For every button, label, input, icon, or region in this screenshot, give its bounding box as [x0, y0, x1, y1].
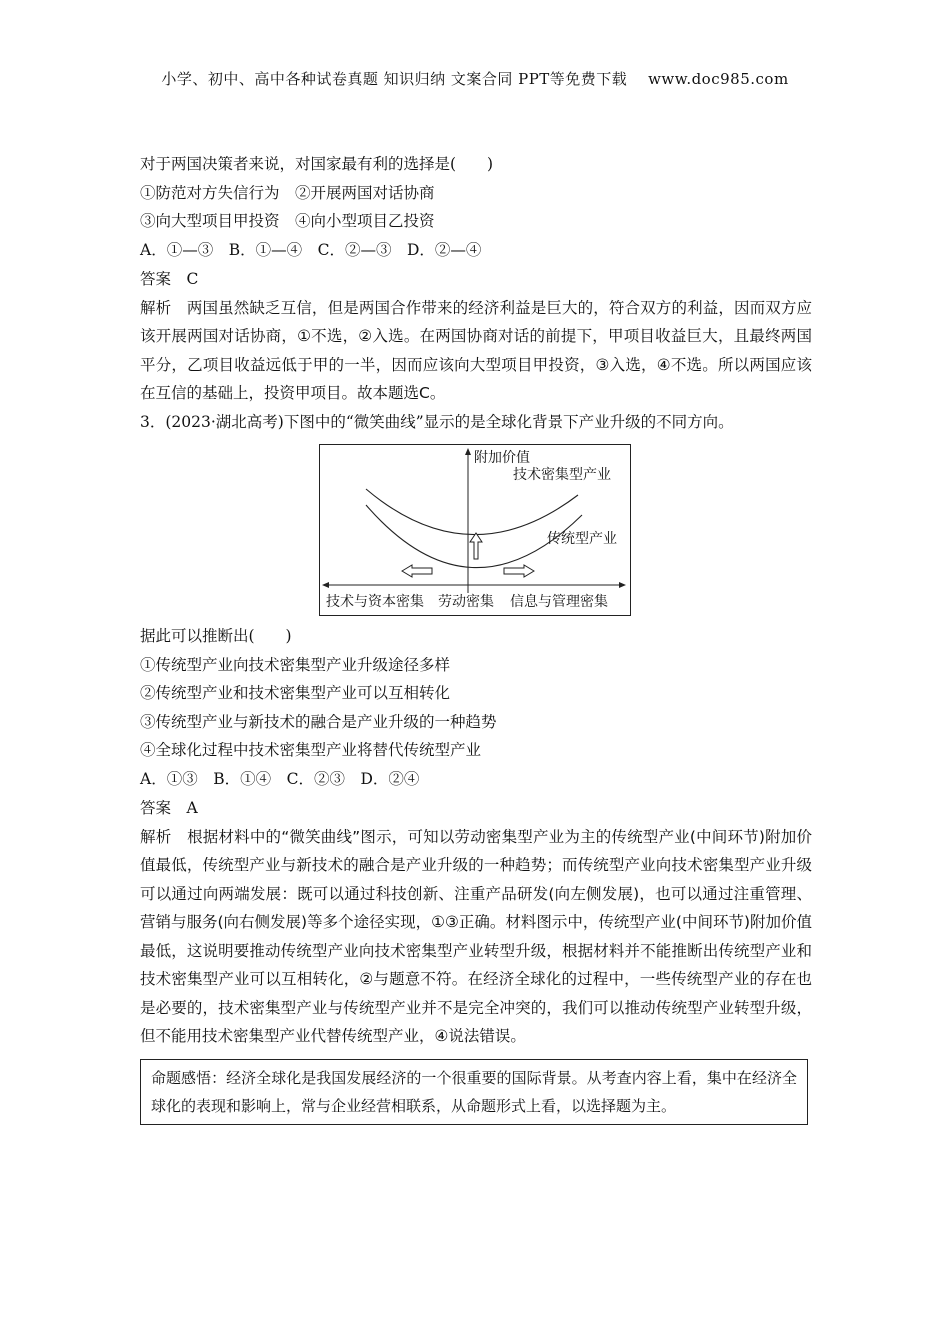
x-label-mid: 劳动密集	[438, 594, 494, 610]
curve-bottom-label: 传统型产业	[547, 531, 617, 547]
curve-top-label: 技术密集型产业	[513, 467, 611, 483]
q3-statement-1: ①传统型产业向技术密集型产业升级途径多样	[140, 655, 451, 674]
q3-choices: A．①③ B．①④ C．②③ D．②④	[140, 769, 420, 788]
curve-technology-intensive	[366, 489, 578, 535]
document-body	[140, 150, 812, 1125]
x-axis-left-arrow	[322, 582, 329, 588]
q3-answer: 答案 A	[140, 799, 198, 817]
q2-options-2: ③向大型项目甲投资 ④向小型项目乙投资	[140, 212, 435, 230]
q3-statement-4: ④全球化过程中技术密集型产业将替代传统型产业	[140, 741, 482, 759]
q3-stem: 3．(2023·湖北高考)下图中的“微笑曲线”显示的是全球化背景下产业升级的不同方向。	[140, 412, 734, 431]
y-axis-arrow	[465, 448, 471, 455]
right-arrow-icon	[504, 565, 534, 577]
x-label-right: 信息与管理密集	[510, 594, 608, 610]
q2-answer: 答案 C	[140, 270, 199, 288]
insight-box: 命题感悟：经济全球化是我国发展经济的一个很重要的国际背景。从考查内容上看，集中在经济全球化的表现和影响上，常与企业经营相联系，从命题形式上看，以选择题为主。	[140, 1059, 808, 1125]
left-arrow-icon	[402, 565, 432, 577]
q3-statement-2: ②传统型产业和技术密集型产业可以互相转化	[140, 684, 451, 702]
smile-curve-figure	[319, 444, 631, 616]
q2-choices: A．①—③ B．①—④ C．②—③ D．②—④	[140, 240, 482, 259]
page-header: 小学、初中、高中各种试卷真题 知识归纳 文案合同 PPT等免费下载 www.doc985.com	[161, 70, 789, 88]
q3-statement-3: ③传统型产业与新技术的融合是产业升级的一种趋势	[140, 712, 497, 731]
x-label-left: 技术与资本密集	[326, 594, 424, 610]
q2-analysis: 解析 两国虽然缺乏互信，但是两国合作带来的经济利益是巨大的，符合双方的利益，因而双方应该开展两国对话协商，①不选，②入选。在两国协商对话的前提下，甲项目收益巨大，且最终两国平分，乙项目收益远低于甲的一半，因而应该向大型项目甲投资，③入选，④不选。所以两国应该在互信的基础上，投资甲项目。故本题选C。	[140, 298, 812, 402]
y-axis-label: 附加价值	[474, 450, 530, 466]
q3-prompt: 据此可以推断出( )	[140, 627, 292, 645]
up-arrow-icon	[470, 533, 482, 559]
q2-stem: 对于两国决策者来说，对国家最有利的选择是( )	[140, 155, 494, 173]
q3-analysis: 解析 根据材料中的“微笑曲线”图示，可知以劳动密集型产业为主的传统型产业(中间环节)附加价值最低，传统型产业与新技术的融合是产业升级的一种趋势；而传统型产业向技术密集型产业升级可以通过向两端发展：既可以通过科技创新、注重产品研发(向左侧发展)，也可以通过注重管理、营销与服务(向右侧发展)等多个途径实现，①③正确。材料图示中，传统型产业(中间环节)附加价值最低，这说明要推动传统型产业向技术密集型产业转型升级，根据材料并不能推断出传统型产业和技术密集型产业可以互相转化，②与题意不符。在经济全球化的过程中，一些传统型产业的存在也是必要的，技术密集型产业与传统型产业并不是完全冲突的，我们可以推动传统型产业转型升级，但不能用技术密集型产业代替传统型产业，④说法错误。	[140, 827, 812, 1045]
x-axis-right-arrow	[619, 582, 626, 588]
q2-options-1: ①防范对方失信行为 ②开展两国对话协商	[140, 183, 435, 202]
